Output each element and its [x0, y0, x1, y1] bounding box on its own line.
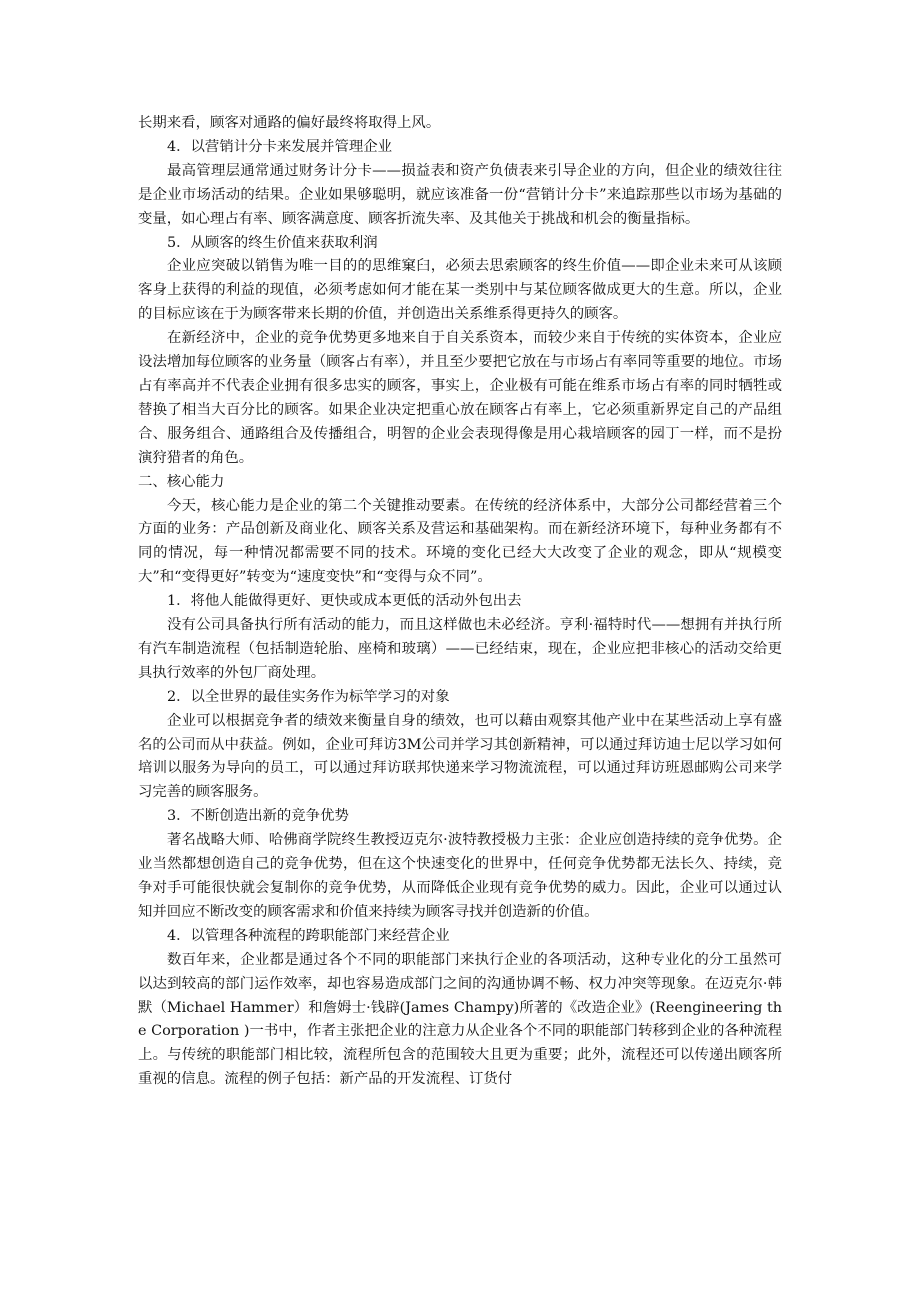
section-heading-core-competence: 二、核心能力	[138, 473, 225, 490]
paragraph: 企业可以根据竞争者的绩效来衡量自身的绩效，也可以藉由观察其他产业中在某些活动上享有盛名的公司而从中获益。例如，企业可拜访3M公司并学习其创新精神，可以通过拜访迪士尼以学习如何培训以服务为导向的员工，可以通过拜访联邦快递来学习物流流程，可以通过拜访班恩邮购公司来学习完善的顾客服务。	[138, 712, 782, 801]
heading-benchmarking: 2．以全世界的最佳实务作为标竿学习的对象	[167, 688, 450, 705]
heading-marketing-scorecard: 4．以营销计分卡来发展并管理企业	[167, 138, 393, 155]
heading-outsourcing: 1．将他人能做得更好、更快或成本更低的活动外包出去	[167, 593, 522, 610]
document-page	[138, 112, 782, 1092]
heading-competitive-advantage: 3．不断创造出新的竞争优势	[167, 808, 349, 825]
heading-lifetime-value: 5．从顾客的终生价值来获取利润	[167, 234, 378, 251]
paragraph: 数百年来，企业都是通过各个不同的职能部门来执行企业的各项活动，这种专业化的分工虽然可以达到较高的部门运作效率，却也容易造成部门之间的沟通协调不畅、权力冲突等现象。在迈克尔·韩默（Michael Hammer）和詹姆士·钱辟(James Champy)所著的《改造企业》(Reengineering the Corporation )一书中，作者主张把企业的注意力从企业各个不同的职能部门转移到企业的各种流程上。与传统的职能部门相比较，流程所包含的范围较大且更为重要；此外，流程还可以传递出顾客所重视的信息。流程的例子包括：新产品的开发流程、订货付	[138, 951, 782, 1088]
paragraph: 企业应突破以销售为唯一目的的思维窠臼，必须去思索顾客的终生价值——即企业未来可从该顾客身上获得的利益的现值，必须考虑如何才能在某一类别中与某位顾客做成更大的生意。所以，企业的目标应该在于为顾客带来长期的价值，并创造出关系维系得更持久的顾客。	[138, 258, 782, 323]
paragraph: 没有公司具备执行所有活动的能力，而且这样做也未必经济。亨利·福特时代——想拥有并执行所有汽车制造流程（包括制造轮胎、座椅和玻璃）——已经结束，现在，企业应把非核心的活动交给更具执行效率的外包厂商处理。	[138, 617, 782, 681]
heading-cross-functional: 4．以管理各种流程的跨职能部门来经营企业	[167, 927, 450, 944]
paragraph: 在新经济中，企业的竞争优势更多地来自于自关系资本，而较少来自于传统的实体资本，企业应设法增加每位顾客的业务量（顾客占有率），并且至少要把它放在与市场占有率同等重要的地位。市场占有率高并不代表企业拥有很多忠实的顾客，事实上，企业极有可能在维系市场占有率的同时牺牲或替换了相当大百分比的顾客。如果企业决定把重心放在顾客占有率上，它必须重新界定自己的产品组合、服务组合、通路组合及传播组合，明智的企业会表现得像是用心栽培顾客的园丁一样，而不是扮演狩猎者的角色。	[138, 330, 782, 466]
paragraph: 最高管理层通常通过财务计分卡——损益表和资产负债表来引导企业的方向，但企业的绩效往往是企业市场活动的结果。企业如果够聪明，就应该准备一份“营销计分卡”来追踪那些以市场为基础的变量，如心理占有率、顾客满意度、顾客折流失率、及其他关于挑战和机会的衡量指标。	[138, 162, 782, 227]
paragraph: 著名战略大师、哈佛商学院终生教授迈克尔·波特教授极力主张：企业应创造持续的竞争优势。企业当然都想创造自己的竞争优势，但在这个快速变化的世界中，任何竞争优势都无法长久、持续，竞争对手可能很快就会复制你的竞争优势，从而降低企业现有竞争优势的威力。因此，企业可以通过认知并回应不断改变的顾客需求和价值来持续为顾客寻找并创造新的价值。	[138, 832, 782, 920]
paragraph: 今天，核心能力是企业的第二个关键推动要素。在传统的经济体系中，大部分公司都经营着三个方面的业务：产品创新及商业化、顾客关系及营运和基础架构。而在新经济环境下，每种业务都有不同的情况，每一种情况都需要不同的技术。环境的变化已经大大改变了企业的观念，即从“规模变大”和“变得更好”转变为“速度变快”和“变得与众不同”。	[138, 497, 782, 586]
paragraph-intro: 长期来看，顾客对通路的偏好最终将取得上风。	[138, 115, 441, 131]
